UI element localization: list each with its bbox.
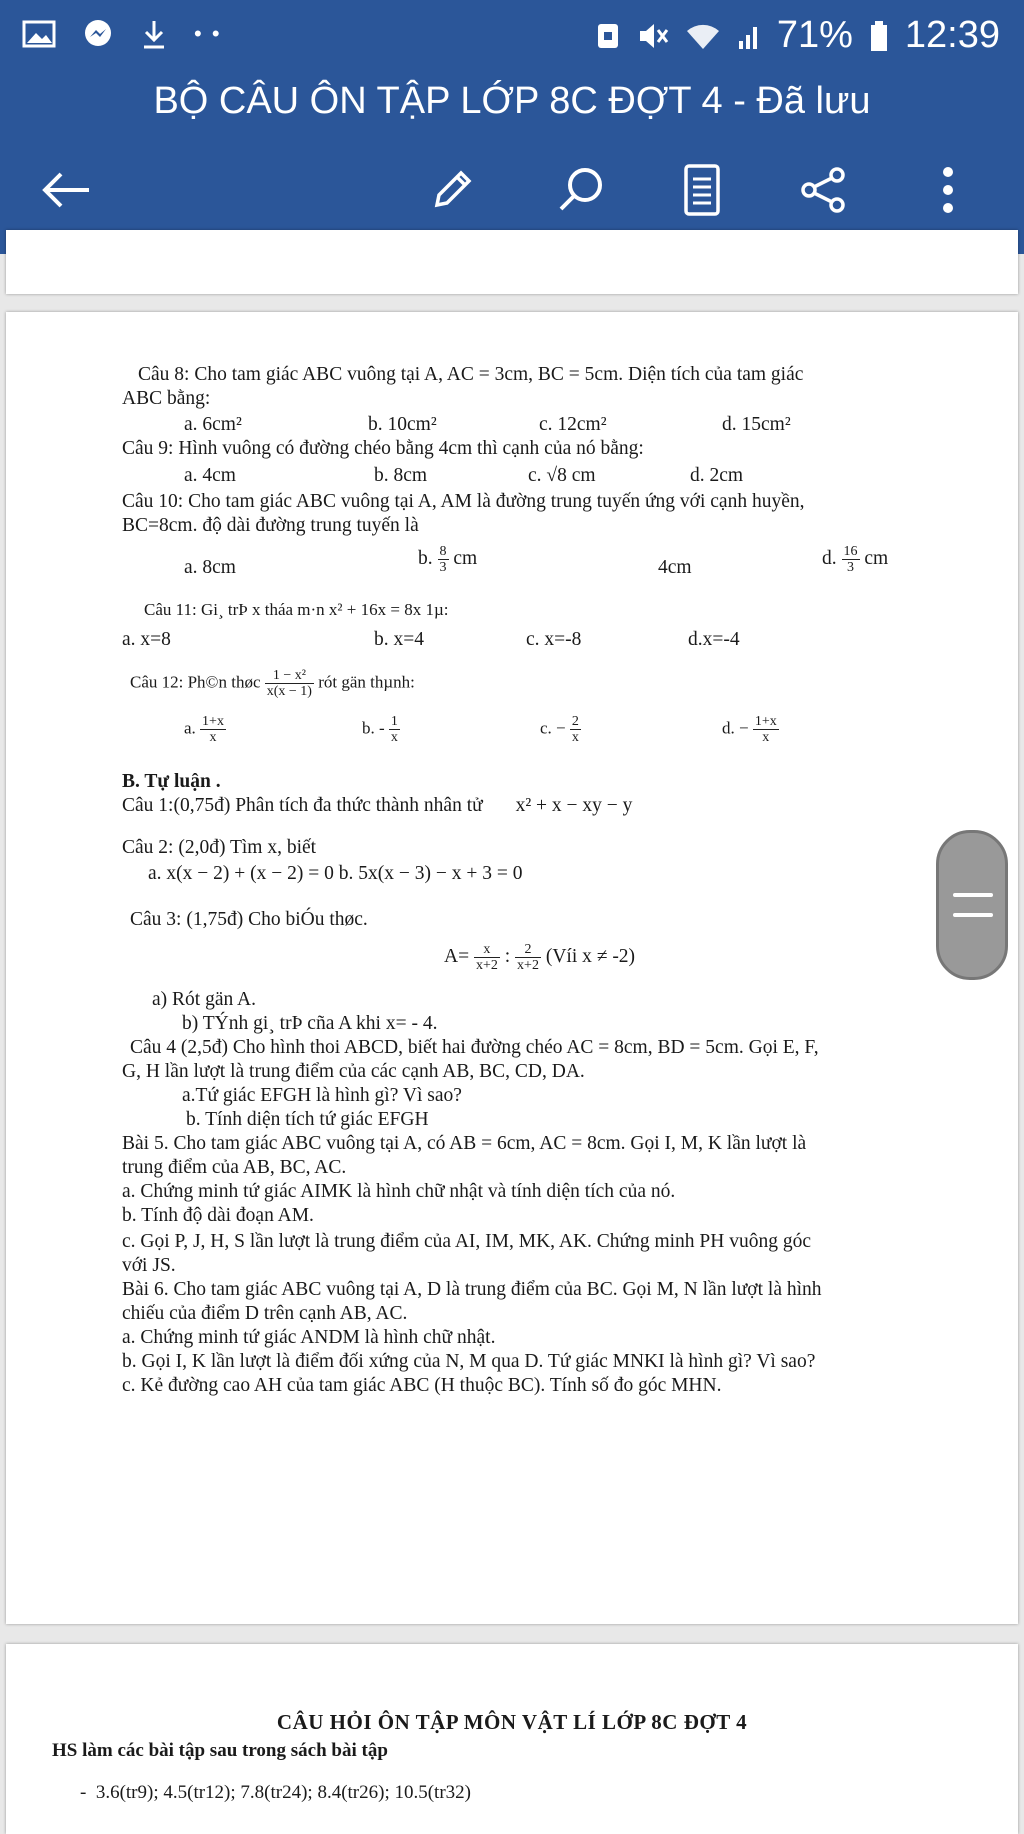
question-10-line2: BC=8cm. độ dài đường trung tuyến là: [122, 515, 419, 536]
essay-3-expression: [444, 942, 635, 973]
exercise-6: Bài 6. Cho tam giác ABC vuông tại A, D là trung điểm của BC. Gọi M, N lần lượt là hình: [122, 1279, 822, 1300]
exercise-6a: a. Chứng minh tứ giác ANDM là hình chữ nhật.: [122, 1327, 496, 1348]
q8-option-d: d. 15cm²: [722, 414, 791, 435]
q9-option-c: c. √8 cm: [528, 465, 596, 486]
list-bullet: -: [80, 1782, 96, 1803]
essay-4a: a.Tứ giác EFGH là hình gì? Vì sao?: [182, 1085, 462, 1106]
exercise-5c-line2: với JS.: [122, 1255, 176, 1276]
battery-icon: [869, 20, 889, 52]
q10-option-b: [418, 544, 477, 575]
q8-option-c: c. 12cm²: [539, 414, 607, 435]
exercise-5b: b. Tính độ dài đoạn AM.: [122, 1205, 314, 1226]
q12-option-b: [362, 714, 400, 745]
q12c-label: c. −: [540, 718, 566, 738]
document-title: BỘ CÂU ÔN TẬP LỚP 8C ĐỢT 4 - Đã lưu: [153, 80, 871, 122]
question-8: Câu 8: Cho tam giác ABC vuông tại A, AC = 3cm, BC = 5cm. Diện tích của tam giác: [138, 364, 804, 385]
search-icon[interactable]: [552, 160, 612, 220]
expr-num-2: 2: [515, 942, 541, 958]
q12-tail: rót gän thµnh:: [318, 672, 415, 692]
question-10: Câu 10: Cho tam giác ABC vuông tại A, AM là đường trung tuyến ứng với cạnh huyền,: [122, 491, 805, 512]
q8-option-a: a. 6cm²: [184, 414, 242, 435]
q11-option-b: b. x=4: [374, 629, 424, 650]
exercise-5: Bài 5. Cho tam giác ABC vuông tại A, có AB = 6cm, AC = 8cm. Gọi I, M, K lần lượt là: [122, 1133, 807, 1154]
scroll-handle[interactable]: [936, 830, 1008, 980]
page2-subtitle: HS làm các bài tập sau trong sách bài tập: [52, 1740, 388, 1761]
more-vertical-icon[interactable]: [918, 160, 978, 220]
q10b-den: 3: [439, 560, 447, 575]
q12b-label: b. -: [362, 718, 385, 738]
expr-condition: (Víi x ≠ -2): [545, 945, 636, 967]
share-icon[interactable]: [794, 160, 854, 220]
vibrate-lock-icon: [595, 21, 621, 51]
q11-option-d: d.x=-4: [688, 629, 740, 650]
essay-4-line2: G, H lần lượt là trung điểm của các cạnh AB, BC, CD, DA.: [122, 1061, 585, 1082]
essay-4b: b. Tính diện tích tứ giác EFGH: [186, 1109, 429, 1130]
status-bar: [0, 0, 1024, 72]
q8-option-b: b. 10cm²: [368, 414, 437, 435]
q10b-unit: cm: [453, 547, 478, 569]
q12b-num: 1: [390, 714, 398, 729]
back-arrow-icon[interactable]: [36, 160, 96, 220]
expr-fraction-2: [515, 942, 541, 973]
part-b-heading: B. Tự luận .: [122, 771, 221, 792]
q12-den: x(x − 1): [266, 684, 312, 699]
toolbar: [0, 150, 1024, 230]
q12d-label: d. −: [722, 718, 749, 738]
essay-3: Câu 3: (1,75đ) Cho biÓu thøc.: [130, 909, 368, 930]
q10b-label: b.: [418, 547, 433, 569]
expr-fraction-1: [474, 942, 500, 973]
q12a-label: a.: [184, 718, 196, 738]
essay-1-expression: x² + x − xy − y: [515, 795, 633, 816]
scroll-handle-grip-bottom: [953, 913, 993, 917]
essay-1-text: Câu 1:(0,75đ) Phân tích đa thức thành nhân tử: [122, 795, 483, 816]
messenger-icon: [82, 18, 114, 50]
exercise-6c: c. Kẻ đường cao AH của tam giác ABC (H thuộc BC). Tính số đo góc MHN.: [122, 1375, 722, 1396]
essay-1: [122, 794, 632, 818]
page2-title: CÂU HỎI ÔN TẬP MÔN VẬT LÍ LỚP 8C ĐỢT 4: [276, 1710, 748, 1734]
q12b-den: x: [390, 730, 398, 745]
q11-option-c: c. x=-8: [526, 629, 582, 650]
question-11: Câu 11: Gi¸ trÞ x tháa m·n x² + 16x = 8x 1µ:: [144, 600, 449, 619]
q10d-label: d.: [822, 547, 837, 569]
q10b-fraction: [438, 544, 449, 575]
clock: 12:39: [904, 14, 1000, 56]
q12d-fraction: [753, 714, 779, 745]
q9-option-d: d. 2cm: [690, 465, 744, 486]
q12-num: 1 − x²: [265, 668, 314, 684]
mute-icon: [637, 21, 669, 51]
q10-option-d: [822, 544, 888, 575]
download-icon: [140, 18, 168, 50]
q10-option-a: a. 8cm: [184, 557, 236, 578]
exercise-5c: c. Gọi P, J, H, S lần lượt là trung điểm của AI, IM, MK, AK. Chứng minh PH vuông góc: [122, 1231, 812, 1252]
question-8-line2: ABC bằng:: [122, 388, 211, 409]
question-12: [130, 668, 415, 699]
page2-list-text: 3.6(tr9); 4.5(tr12); 7.8(tr24); 8.4(tr26); 10.5(tr32): [95, 1782, 471, 1803]
page2-list: [80, 1782, 471, 1804]
q12a-den: x: [209, 730, 217, 745]
q12-option-d: [722, 714, 779, 745]
next-page: [6, 1644, 1018, 1834]
q12a-num: 1+x: [202, 714, 224, 729]
q12-label: Câu 12: Ph©n thøc: [130, 672, 261, 692]
scroll-handle-grip-top: [953, 893, 993, 897]
signal-icon: [737, 21, 761, 51]
battery-percent: 71%: [776, 14, 853, 56]
expr-num-1: x: [474, 942, 500, 958]
previous-page: [6, 230, 1018, 294]
q11-option-a: a. x=8: [122, 629, 171, 650]
q12d-num: 1+x: [754, 714, 777, 729]
essay-3a: a) Rót gän A.: [152, 989, 256, 1010]
essay-4: Câu 4 (2,5đ) Cho hình thoi ABCD, biết hai đường chéo AC = 8cm, BD = 5cm. Gọi E, F,: [130, 1037, 819, 1058]
q10d-fraction: [842, 544, 860, 575]
q10-option-c: 4cm: [658, 557, 692, 578]
q12d-den: x: [762, 730, 770, 745]
expr-colon: :: [504, 945, 511, 967]
exercise-5a: a. Chứng minh tứ giác AIMK là hình chữ nhật và tính diện tích của nó.: [122, 1181, 676, 1202]
expr-den-2: x+2: [517, 958, 539, 973]
q10b-num: 8: [439, 544, 447, 559]
q9-option-b: b. 8cm: [374, 465, 428, 486]
image-icon: [22, 20, 56, 48]
q10d-unit: cm: [864, 547, 889, 569]
essay-2: Câu 2: (2,0đ) Tìm x, biết: [122, 837, 317, 858]
q12c-num: 2: [571, 714, 579, 729]
reading-view-icon[interactable]: [672, 160, 732, 220]
q12c-den: x: [571, 730, 579, 745]
essay-2-parts: a. x(x − 2) + (x − 2) = 0 b. 5x(x − 3) − x + 3 = 0: [148, 863, 523, 884]
q12c-fraction: [570, 714, 581, 745]
q9-option-a: a. 4cm: [184, 465, 236, 486]
q10d-num: 16: [843, 544, 858, 559]
expr-den-1: x+2: [475, 958, 498, 973]
essay-3b: b) TÝnh gi¸ trÞ cña A khi x= - 4.: [182, 1013, 438, 1034]
q12b-fraction: [389, 714, 400, 745]
q10d-den: 3: [847, 560, 854, 575]
q12-option-a: [184, 714, 226, 745]
exercise-6-line2: chiếu của điểm D trên cạnh AB, AC.: [122, 1303, 408, 1324]
q12a-fraction: [200, 714, 226, 745]
expr-a-label: A=: [444, 945, 470, 967]
question-9: Câu 9: Hình vuông có đường chéo bằng 4cm thì cạnh của nó bằng:: [122, 438, 644, 459]
q12-fraction: [265, 668, 314, 699]
q12-option-c: [540, 714, 581, 745]
exercise-6b: b. Gọi I, K lần lượt là điểm đối xứng của N, M qua D. Tứ giác MNKI là hình gì? Vì sao?: [122, 1351, 816, 1372]
exercise-5-line2: trung điểm của AB, BC, AC.: [122, 1157, 347, 1178]
app-bar: [0, 0, 1024, 254]
wifi-icon: [685, 21, 721, 51]
more-dots-icon: • •: [194, 21, 222, 46]
edit-pencil-icon[interactable]: [422, 160, 482, 220]
